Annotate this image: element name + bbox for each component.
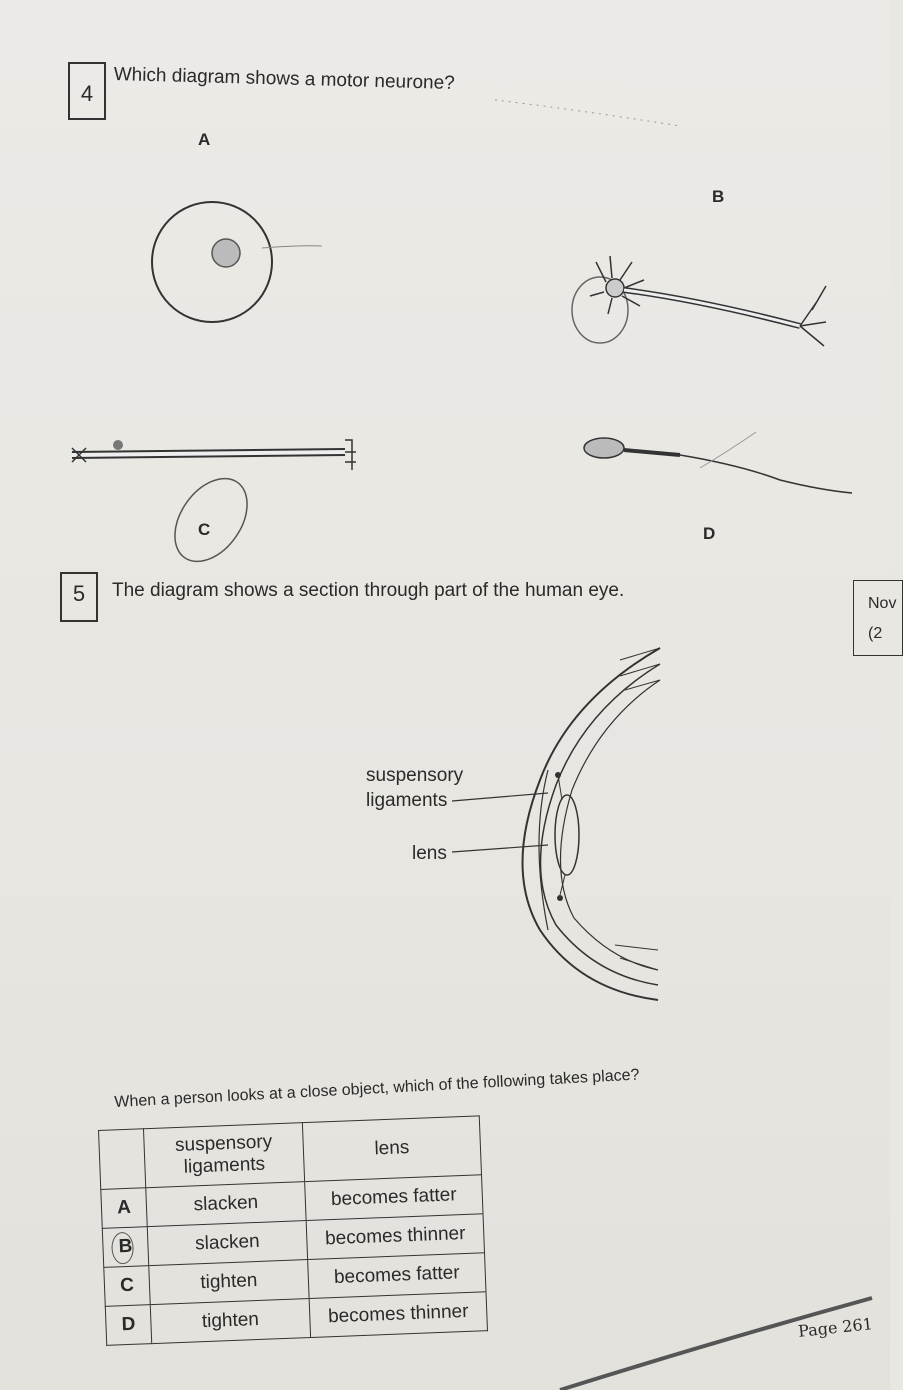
answer-table <box>98 1115 488 1346</box>
row-letter[interactable] <box>102 1227 148 1268</box>
table-header-empty <box>99 1129 146 1190</box>
row-ligaments: tighten <box>149 1260 309 1305</box>
table-header-lens: lens <box>302 1116 481 1182</box>
side-note-line1: Nov <box>868 595 897 612</box>
row-lens: becomes fatter <box>308 1253 486 1299</box>
answer-circle-mark <box>111 1232 134 1265</box>
label-lens: lens <box>412 843 447 864</box>
row-lens: becomes thinner <box>306 1214 484 1260</box>
header-ligaments-line1: suspensory <box>174 1131 273 1157</box>
row-lens: becomes thinner <box>309 1292 487 1338</box>
option-b-label: B <box>712 187 725 206</box>
eye-section-diagram <box>452 648 660 1000</box>
option-d-label: D <box>703 524 716 543</box>
header-ligaments-line2: ligaments <box>183 1153 266 1178</box>
side-note-line2: (2 <box>868 625 883 642</box>
diagram-a-cell <box>152 202 322 322</box>
row-ligaments: tighten <box>150 1299 310 1344</box>
table-header-ligaments <box>143 1123 304 1188</box>
diagram-b-motor-neurone <box>572 256 826 346</box>
page-edge <box>560 1298 872 1390</box>
question-5-number: 5 <box>60 572 98 622</box>
row-ligaments: slacken <box>146 1182 306 1227</box>
row-ligaments: slacken <box>147 1221 307 1266</box>
diagram-d-cell <box>584 432 852 493</box>
label-ligaments: ligaments <box>366 790 448 811</box>
row-letter[interactable]: A <box>101 1188 147 1229</box>
row-letter[interactable]: D <box>105 1305 151 1346</box>
row-letter[interactable]: C <box>104 1266 150 1307</box>
side-note-box <box>853 580 903 656</box>
question-4-number: 4 <box>68 62 106 120</box>
option-c-label: C <box>198 520 211 539</box>
row-letter-text: B <box>118 1235 133 1258</box>
label-suspensory: suspensory <box>366 765 464 786</box>
option-a-label: A <box>198 130 211 149</box>
question-4-text: Which diagram shows a motor neurone? <box>113 64 455 94</box>
question-5-prompt: When a person looks at a close object, which of the following takes place? <box>114 1066 640 1111</box>
diagram-c-neurone <box>72 440 356 575</box>
question-5-text: The diagram shows a section through part of the human eye. <box>112 580 625 601</box>
page-number: Page 261 <box>797 1314 874 1341</box>
row-lens: becomes fatter <box>305 1175 483 1221</box>
